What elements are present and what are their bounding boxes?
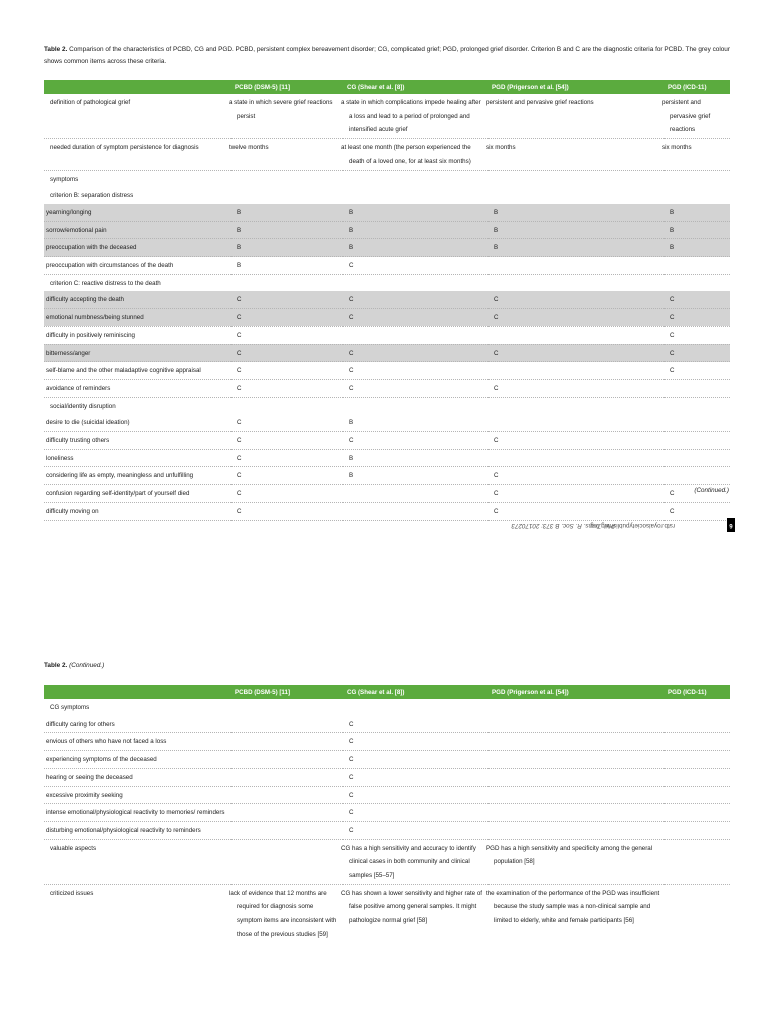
table-cell: C	[664, 362, 730, 380]
table-cell: C	[231, 485, 343, 503]
table-row	[44, 397, 730, 414]
table-cell: C	[231, 291, 343, 308]
row-label: self-blame and the other maladaptive cognitive appraisal	[44, 362, 231, 380]
row-label: experiencing symptoms of the deceased	[44, 751, 231, 769]
table-cell	[488, 362, 664, 380]
table-cell	[664, 467, 730, 485]
table-cell	[488, 187, 664, 204]
table-cell: B	[664, 239, 730, 257]
running-head	[495, 518, 735, 532]
table-cell: the examination of the performance of the PGD was insufficient because the study sample was a non-clinical sample and limited to elderly, white and female participants [56]	[486, 889, 660, 925]
row-label: confusion regarding self-identity/part of yourself died	[44, 485, 231, 503]
table-row	[44, 239, 730, 257]
table-cell	[664, 786, 730, 804]
table-cell: B	[488, 204, 664, 221]
table-cell	[664, 257, 730, 275]
header-pcbd: PCBD (DSM-5) [11]	[231, 685, 343, 699]
table-cell	[343, 326, 488, 344]
header-cg: CG (Shear et al. [8])	[343, 80, 488, 94]
table-cell: B	[231, 221, 343, 239]
table-cell: B	[664, 204, 730, 221]
caption-text: Comparison of the characteristics of PCBD, CG and PGD. PCBD, persistent complex bereavement disorder; CG, complicated grief; PGD, prolonged grief disorder. Criterion B and C are the diagnostic criteria for PCBD. The grey colour shows common items across these criteria.	[44, 46, 730, 65]
table-cell	[488, 804, 664, 822]
table-cell: C	[343, 786, 488, 804]
row-label: sorrow/emotional pain	[44, 221, 231, 239]
table-cell	[231, 751, 343, 769]
table-cell: C	[343, 309, 488, 327]
table-cell: C	[488, 485, 664, 503]
table-cell	[488, 768, 664, 786]
table-row	[44, 414, 730, 431]
table-cell: B	[343, 204, 488, 221]
table-cell: C	[343, 733, 488, 751]
table-cell: at least one month (the person experienced the death of a loved one, for at least six months)	[343, 139, 488, 170]
table-cell	[488, 326, 664, 344]
row-label: avoidance of reminders	[44, 379, 231, 397]
table-cell	[343, 485, 488, 503]
table-cell: C	[343, 291, 488, 308]
journal-site-link[interactable]: rstb.royalsocietypublishing.org	[590, 522, 675, 529]
table-cell: C	[231, 467, 343, 485]
table-cell: C	[231, 449, 343, 467]
row-label: disturbing emotional/physiological reactivity to reminders	[44, 821, 231, 839]
table-cell	[664, 449, 730, 467]
table-row	[44, 94, 730, 139]
header-pgd-prigerson: PGD (Prigerson et al. [54])	[488, 685, 664, 699]
row-label: difficulty moving on	[44, 502, 231, 520]
row-label: yearning/longing	[44, 204, 231, 221]
table-cell: B	[231, 204, 343, 221]
row-label: criterion C: reactive distress to the death	[50, 279, 161, 287]
table-header-row	[44, 685, 730, 699]
table-cell	[488, 170, 664, 187]
row-label: difficulty accepting the death	[44, 291, 231, 308]
table-cell: C	[343, 362, 488, 380]
table-cell: C	[231, 362, 343, 380]
table-cell	[231, 804, 343, 822]
table-cell: C	[231, 309, 343, 327]
table-cell: C	[664, 344, 730, 362]
table-cell: C	[343, 821, 488, 839]
table-cell: C	[231, 344, 343, 362]
journal-citation: Phil. Trans. R. Soc. B 373: 20170273	[511, 522, 615, 529]
table-row	[44, 733, 730, 751]
row-label: social/identity disruption	[50, 402, 116, 410]
table-cell: C	[231, 502, 343, 520]
table-cell	[664, 768, 730, 786]
table-row	[44, 751, 730, 769]
table-cell	[488, 786, 664, 804]
table-cell: CG has a high sensitivity and accuracy to identify clinical cases in both community and clinical samples [55–57]	[343, 839, 488, 884]
table-cell	[664, 804, 730, 822]
header-pgd-prigerson: PGD (Prigerson et al. [54])	[488, 80, 664, 94]
table-cell: six months	[664, 139, 730, 170]
table-row	[44, 274, 730, 291]
header-pgd-icd11: PGD (ICD-11)	[664, 685, 730, 699]
table-cell: twelve months	[231, 139, 343, 170]
caption2-label: Table 2.	[44, 662, 68, 669]
table-cell	[488, 751, 664, 769]
table-row	[44, 187, 730, 204]
table-cell	[231, 274, 343, 291]
header-blank	[44, 685, 231, 699]
table-cell	[664, 187, 730, 204]
table-cell: B	[664, 221, 730, 239]
table-cell	[231, 821, 343, 839]
table-row	[44, 786, 730, 804]
table-cell: B	[231, 239, 343, 257]
row-label: envious of others who have not faced a loss	[44, 733, 231, 751]
comparison-table-part-2	[44, 685, 730, 943]
table-cell	[488, 821, 664, 839]
table-row	[44, 379, 730, 397]
table-cell	[231, 699, 343, 716]
row-label: hearing or seeing the deceased	[44, 768, 231, 786]
table-row	[44, 467, 730, 485]
row-label: desire to die (suicidal ideation)	[44, 414, 231, 431]
table-cell	[664, 751, 730, 769]
table-cell	[231, 397, 343, 414]
table-cell	[488, 699, 664, 716]
header-pcbd: PCBD (DSM-5) [11]	[231, 80, 343, 94]
table-cell	[343, 397, 488, 414]
table-cell: C	[343, 804, 488, 822]
table-row	[44, 821, 730, 839]
table-cell	[488, 274, 664, 291]
table-cell	[664, 733, 730, 751]
table-cell: C	[488, 291, 664, 308]
table-cell	[664, 414, 730, 431]
table-cell: C	[343, 379, 488, 397]
row-label: criterion B: separation distress	[50, 192, 134, 200]
table-cell: B	[343, 414, 488, 431]
table-cell	[664, 274, 730, 291]
table-cell	[231, 839, 343, 884]
table-cell	[488, 397, 664, 414]
row-label: preoccupation with circumstances of the death	[44, 257, 231, 275]
row-label: difficulty trusting others	[44, 432, 231, 450]
row-label: definition of pathological grief	[44, 94, 231, 139]
table-row	[44, 257, 730, 275]
table-cell	[664, 884, 730, 942]
table-cell	[231, 170, 343, 187]
table-cell	[488, 257, 664, 275]
table-row	[44, 139, 730, 170]
table-cell	[664, 821, 730, 839]
table-cell: C	[664, 502, 730, 520]
page-number: 6	[727, 518, 735, 532]
table-cell: B	[488, 239, 664, 257]
table-cell	[664, 397, 730, 414]
row-label: emotional numbness/being stunned	[44, 309, 231, 327]
table-cell: C	[488, 379, 664, 397]
table-cell: C	[231, 379, 343, 397]
row-label: difficulty caring for others	[44, 716, 231, 733]
table-cell: C	[343, 257, 488, 275]
table-cell	[343, 699, 488, 716]
table-cell	[231, 716, 343, 733]
table-cell: C	[343, 768, 488, 786]
table-cell: B	[343, 467, 488, 485]
table-cell: B	[343, 449, 488, 467]
table-cell: B	[488, 221, 664, 239]
table-cell: C	[664, 485, 730, 503]
table-cell: C	[488, 467, 664, 485]
header-cg: CG (Shear et al. [8])	[343, 685, 488, 699]
table-caption-continued	[44, 662, 104, 669]
table-row	[44, 326, 730, 344]
row-label: bitterness/anger	[44, 344, 231, 362]
table-row	[44, 344, 730, 362]
table-cell: C	[231, 414, 343, 431]
table-row	[44, 432, 730, 450]
table-cell: C	[231, 326, 343, 344]
row-label: considering life as empty, meaningless and unfulfilling	[44, 467, 231, 485]
table-cell: C	[664, 309, 730, 327]
table-row	[44, 309, 730, 327]
table-cell	[664, 170, 730, 187]
table-row	[44, 804, 730, 822]
table-caption	[44, 44, 730, 68]
table-cell: persistent and pervasive grief reactions	[664, 94, 730, 139]
table-row	[44, 221, 730, 239]
row-label: preoccupation with the deceased	[44, 239, 231, 257]
table-row	[44, 204, 730, 221]
table-cell	[231, 187, 343, 204]
table-cell	[343, 187, 488, 204]
table-row	[44, 170, 730, 187]
table-cell	[343, 170, 488, 187]
table-cell: C	[488, 344, 664, 362]
table-cell: lack of evidence that 12 months are required for diagnosis some symptom items are inconsistent with those of the previous studies [59]	[229, 889, 337, 938]
table-row	[44, 699, 730, 716]
row-label: symptoms	[50, 175, 79, 183]
table-cell: C	[231, 432, 343, 450]
table-cell: C	[664, 326, 730, 344]
row-label: valuable aspects	[44, 839, 231, 884]
row-label: difficulty in positively reminiscing	[44, 326, 231, 344]
row-label: CG symptoms	[50, 704, 90, 711]
caption2-text: (Continued.)	[69, 662, 105, 669]
caption-label: Table 2.	[44, 46, 68, 53]
table-cell	[488, 733, 664, 751]
table-cell: B	[343, 221, 488, 239]
table-row	[44, 768, 730, 786]
table-cell: C	[343, 344, 488, 362]
table-cell: B	[231, 257, 343, 275]
table-cell	[488, 716, 664, 733]
table-cell: CG has shown a lower sensitivity and higher rate of false positive among general samples. It might pathologize normal grief [58]	[341, 889, 483, 925]
row-label: needed duration of symptom persistence for diagnosis	[44, 139, 231, 170]
table-cell	[231, 786, 343, 804]
table-cell	[231, 768, 343, 786]
table-cell: C	[488, 432, 664, 450]
table-cell: C	[488, 309, 664, 327]
table-cell: persistent and pervasive grief reactions	[488, 94, 664, 139]
table-row	[44, 362, 730, 380]
row-label: excessive proximity seeking	[44, 786, 231, 804]
header-blank	[44, 80, 231, 94]
table-cell: a state in which complications impede healing after a loss and lead to a period of prolonged and intensified acute grief	[343, 94, 488, 139]
table-cell: six months	[488, 139, 664, 170]
table-row	[44, 449, 730, 467]
table-cell	[664, 379, 730, 397]
table-cell: C	[343, 751, 488, 769]
row-label: intense emotional/physiological reactivity to memories/ reminders	[44, 804, 231, 822]
table-cell: C	[343, 432, 488, 450]
comparison-table-part-1	[44, 80, 730, 521]
continued-note: (Continued.)	[694, 487, 729, 494]
table-cell: C	[343, 716, 488, 733]
header-pgd-icd11: PGD (ICD-11)	[664, 80, 730, 94]
table-cell: C	[488, 502, 664, 520]
table-cell: B	[343, 239, 488, 257]
table-cell	[231, 733, 343, 751]
table-cell	[343, 502, 488, 520]
table-row	[44, 485, 730, 503]
table-cell	[664, 699, 730, 716]
table-cell	[664, 839, 730, 884]
table-cell: C	[664, 291, 730, 308]
table-row	[44, 291, 730, 308]
table-cell	[488, 414, 664, 431]
table-cell	[664, 716, 730, 733]
row-label: criticized issues	[50, 889, 94, 897]
table-cell: a state in which severe grief reactions persist	[231, 94, 343, 139]
row-label: loneliness	[44, 449, 231, 467]
table-cell	[664, 432, 730, 450]
table-cell	[488, 449, 664, 467]
table-row	[44, 716, 730, 733]
table-row	[44, 839, 730, 884]
table-header-row	[44, 80, 730, 94]
table-cell	[343, 274, 488, 291]
table-row	[44, 884, 730, 942]
table-cell: PGD has a high sensitivity and specificity among the general population [58]	[488, 839, 664, 884]
